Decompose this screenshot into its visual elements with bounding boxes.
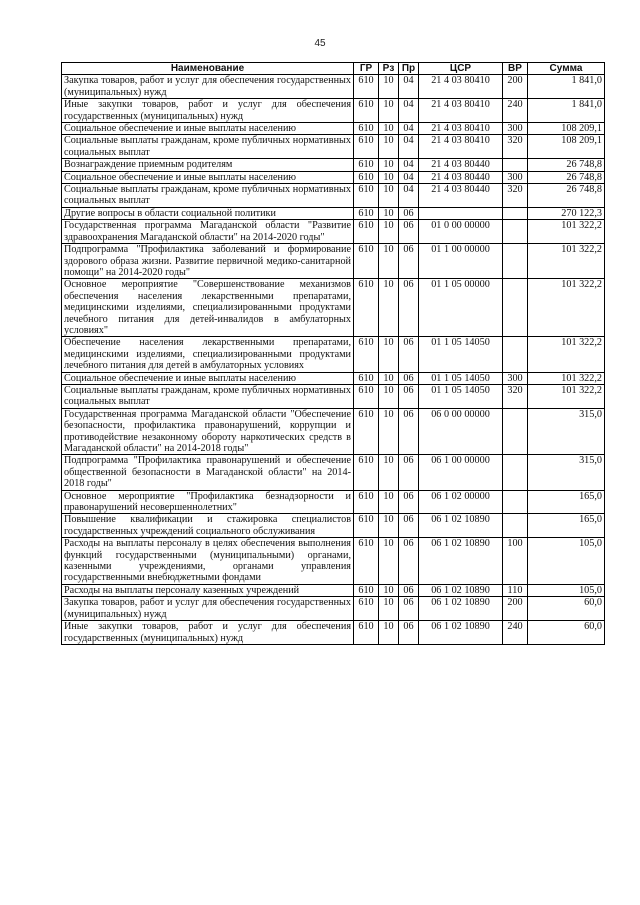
pr-cell: 06 xyxy=(399,279,419,337)
csr-cell: 01 0 00 00000 xyxy=(419,220,503,244)
sum-cell: 101 322,2 xyxy=(528,220,605,244)
name-cell: Закупка товаров, работ и услуг для обеспечения государственных (муниципальных) нужд xyxy=(62,597,354,621)
name-cell: Социальные выплаты гражданам, кроме публичных нормативных социальных выплат xyxy=(62,135,354,159)
name-cell: Социальное обеспечение и иные выплаты населению xyxy=(62,171,354,183)
sum-cell: 105,0 xyxy=(528,584,605,596)
pr-cell: 06 xyxy=(399,372,419,384)
gr-cell: 610 xyxy=(354,244,379,279)
sum-cell: 105,0 xyxy=(528,538,605,585)
vr-cell: 110 xyxy=(503,584,528,596)
vr-cell xyxy=(503,490,528,514)
name-cell: Социальные выплаты гражданам, кроме публичных нормативных социальных выплат xyxy=(62,184,354,208)
table-header-row xyxy=(62,63,605,75)
name-cell: Социальное обеспечение и иные выплаты населению xyxy=(62,372,354,384)
gr-cell: 610 xyxy=(354,135,379,159)
gr-cell: 610 xyxy=(354,99,379,123)
gr-cell: 610 xyxy=(354,123,379,135)
vr-cell xyxy=(503,337,528,372)
sum-cell: 1 841,0 xyxy=(528,75,605,99)
sum-cell: 60,0 xyxy=(528,597,605,621)
sum-cell: 1 841,0 xyxy=(528,99,605,123)
rz-cell: 10 xyxy=(379,220,399,244)
table-row xyxy=(62,220,605,244)
pr-cell: 06 xyxy=(399,584,419,596)
rz-cell: 10 xyxy=(379,207,399,219)
name-cell: Основное мероприятие "Совершенствование механизмов обеспечения населения лекарственными препаратами, медицинскими изделиями, специализированными продуктами лечебного питания для детей-инвалидов в амбулаторных условиях" xyxy=(62,279,354,337)
header-vr: ВР xyxy=(503,63,528,75)
gr-cell: 610 xyxy=(354,621,379,645)
rz-cell: 10 xyxy=(379,584,399,596)
sum-cell: 108 209,1 xyxy=(528,135,605,159)
csr-cell: 06 1 02 10890 xyxy=(419,584,503,596)
csr-cell: 06 1 02 00000 xyxy=(419,490,503,514)
vr-cell: 300 xyxy=(503,171,528,183)
table-row xyxy=(62,244,605,279)
table-row xyxy=(62,171,605,183)
gr-cell: 610 xyxy=(354,207,379,219)
csr-cell: 01 1 05 00000 xyxy=(419,279,503,337)
table-row xyxy=(62,279,605,337)
rz-cell: 10 xyxy=(379,171,399,183)
rz-cell: 10 xyxy=(379,384,399,408)
sum-cell: 101 322,2 xyxy=(528,372,605,384)
vr-cell: 200 xyxy=(503,597,528,621)
gr-cell: 610 xyxy=(354,584,379,596)
header-name: Наименование xyxy=(62,63,354,75)
pr-cell: 06 xyxy=(399,455,419,490)
sum-cell: 165,0 xyxy=(528,490,605,514)
pr-cell: 06 xyxy=(399,538,419,585)
name-cell: Основное мероприятие "Профилактика безнадзорности и правонарушений несовершеннолетних" xyxy=(62,490,354,514)
vr-cell xyxy=(503,207,528,219)
pr-cell: 06 xyxy=(399,207,419,219)
gr-cell: 610 xyxy=(354,220,379,244)
sum-cell: 315,0 xyxy=(528,408,605,455)
vr-cell: 320 xyxy=(503,184,528,208)
csr-cell: 21 4 03 80410 xyxy=(419,99,503,123)
rz-cell: 10 xyxy=(379,514,399,538)
rz-cell: 10 xyxy=(379,372,399,384)
rz-cell: 10 xyxy=(379,159,399,171)
csr-cell: 21 4 03 80410 xyxy=(419,75,503,99)
pr-cell: 06 xyxy=(399,337,419,372)
name-cell: Государственная программа Магаданской области "Обеспечение безопасности, профилактика правонарушений, коррупции и противодействие незаконному обороту наркотических средств в Магаданской области" на 2014-2018 годы" xyxy=(62,408,354,455)
budget-table xyxy=(61,62,605,645)
sum-cell: 101 322,2 xyxy=(528,384,605,408)
name-cell: Повышение квалификации и стажировка специалистов государственных учреждений социального обслуживания xyxy=(62,514,354,538)
pr-cell: 06 xyxy=(399,621,419,645)
csr-cell: 21 4 03 80440 xyxy=(419,171,503,183)
table-row xyxy=(62,408,605,455)
csr-cell: 01 1 05 14050 xyxy=(419,384,503,408)
rz-cell: 10 xyxy=(379,597,399,621)
vr-cell: 300 xyxy=(503,372,528,384)
name-cell: Социальные выплаты гражданам, кроме публичных нормативных социальных выплат xyxy=(62,384,354,408)
csr-cell: 21 4 03 80410 xyxy=(419,135,503,159)
pr-cell: 06 xyxy=(399,408,419,455)
sum-cell: 108 209,1 xyxy=(528,123,605,135)
vr-cell xyxy=(503,244,528,279)
table-row xyxy=(62,538,605,585)
table-row xyxy=(62,514,605,538)
name-cell: Расходы на выплаты персоналу в целях обеспечения выполнения функций государственными (муниципальными) органами, казенными учреждениями, органами управления государственными внебюджетными фондами xyxy=(62,538,354,585)
csr-cell xyxy=(419,207,503,219)
name-cell: Расходы на выплаты персоналу казенных учреждений xyxy=(62,584,354,596)
rz-cell: 10 xyxy=(379,244,399,279)
csr-cell: 06 0 00 00000 xyxy=(419,408,503,455)
header-csr: ЦСР xyxy=(419,63,503,75)
gr-cell: 610 xyxy=(354,514,379,538)
vr-cell: 100 xyxy=(503,538,528,585)
rz-cell: 10 xyxy=(379,75,399,99)
sum-cell: 60,0 xyxy=(528,621,605,645)
page-number: 45 xyxy=(314,38,326,49)
pr-cell: 04 xyxy=(399,135,419,159)
name-cell: Подпрограмма "Профилактика правонарушений и обеспечение общественной безопасности в Магаданской области" на 2014-2018 годы" xyxy=(62,455,354,490)
gr-cell: 610 xyxy=(354,408,379,455)
header-sum: Сумма xyxy=(528,63,605,75)
pr-cell: 06 xyxy=(399,597,419,621)
table-row xyxy=(62,75,605,99)
sum-cell: 101 322,2 xyxy=(528,279,605,337)
rz-cell: 10 xyxy=(379,455,399,490)
vr-cell: 320 xyxy=(503,135,528,159)
csr-cell: 06 1 00 00000 xyxy=(419,455,503,490)
table-row xyxy=(62,372,605,384)
header-gr: ГР xyxy=(354,63,379,75)
vr-cell xyxy=(503,455,528,490)
sum-cell: 165,0 xyxy=(528,514,605,538)
pr-cell: 06 xyxy=(399,384,419,408)
name-cell: Иные закупки товаров, работ и услуг для обеспечения государственных (муниципальных) нужд xyxy=(62,99,354,123)
vr-cell xyxy=(503,220,528,244)
table-row xyxy=(62,621,605,645)
csr-cell: 06 1 02 10890 xyxy=(419,538,503,585)
table-row xyxy=(62,123,605,135)
pr-cell: 06 xyxy=(399,220,419,244)
rz-cell: 10 xyxy=(379,279,399,337)
gr-cell: 610 xyxy=(354,597,379,621)
pr-cell: 04 xyxy=(399,171,419,183)
table-row xyxy=(62,384,605,408)
pr-cell: 04 xyxy=(399,123,419,135)
csr-cell: 21 4 03 80410 xyxy=(419,123,503,135)
pr-cell: 04 xyxy=(399,184,419,208)
name-cell: Закупка товаров, работ и услуг для обеспечения государственных (муниципальных) нужд xyxy=(62,75,354,99)
gr-cell: 610 xyxy=(354,384,379,408)
rz-cell: 10 xyxy=(379,538,399,585)
rz-cell: 10 xyxy=(379,621,399,645)
pr-cell: 04 xyxy=(399,75,419,99)
name-cell: Иные закупки товаров, работ и услуг для обеспечения государственных (муниципальных) нужд xyxy=(62,621,354,645)
table-row xyxy=(62,207,605,219)
gr-cell: 610 xyxy=(354,372,379,384)
gr-cell: 610 xyxy=(354,75,379,99)
pr-cell: 04 xyxy=(399,99,419,123)
name-cell: Вознаграждение приемным родителям xyxy=(62,159,354,171)
vr-cell xyxy=(503,408,528,455)
csr-cell: 21 4 03 80440 xyxy=(419,159,503,171)
vr-cell: 200 xyxy=(503,75,528,99)
table-row xyxy=(62,337,605,372)
csr-cell: 01 1 00 00000 xyxy=(419,244,503,279)
gr-cell: 610 xyxy=(354,455,379,490)
vr-cell xyxy=(503,514,528,538)
table-row xyxy=(62,597,605,621)
sum-cell: 26 748,8 xyxy=(528,184,605,208)
pr-cell: 06 xyxy=(399,490,419,514)
rz-cell: 10 xyxy=(379,490,399,514)
rz-cell: 10 xyxy=(379,99,399,123)
rz-cell: 10 xyxy=(379,123,399,135)
table-row xyxy=(62,99,605,123)
gr-cell: 610 xyxy=(354,337,379,372)
table-row xyxy=(62,455,605,490)
csr-cell: 06 1 02 10890 xyxy=(419,621,503,645)
sum-cell: 26 748,8 xyxy=(528,159,605,171)
vr-cell xyxy=(503,279,528,337)
sum-cell: 270 122,3 xyxy=(528,207,605,219)
vr-cell xyxy=(503,159,528,171)
vr-cell: 300 xyxy=(503,123,528,135)
csr-cell: 21 4 03 80440 xyxy=(419,184,503,208)
vr-cell: 240 xyxy=(503,99,528,123)
gr-cell: 610 xyxy=(354,279,379,337)
pr-cell: 04 xyxy=(399,159,419,171)
name-cell: Государственная программа Магаданской области "Развитие здравоохранения Магаданской области" на 2014-2020 годы" xyxy=(62,220,354,244)
csr-cell: 01 1 05 14050 xyxy=(419,372,503,384)
gr-cell: 610 xyxy=(354,171,379,183)
table-row xyxy=(62,184,605,208)
name-cell: Обеспечение населения лекарственными препаратами, медицинскими изделиями, специализированными продуктами лечебного питания для детей в амбулаторных условиях xyxy=(62,337,354,372)
pr-cell: 06 xyxy=(399,244,419,279)
csr-cell: 06 1 02 10890 xyxy=(419,514,503,538)
csr-cell: 01 1 05 14050 xyxy=(419,337,503,372)
csr-cell: 06 1 02 10890 xyxy=(419,597,503,621)
sum-cell: 26 748,8 xyxy=(528,171,605,183)
gr-cell: 610 xyxy=(354,159,379,171)
rz-cell: 10 xyxy=(379,184,399,208)
rz-cell: 10 xyxy=(379,408,399,455)
name-cell: Другие вопросы в области социальной политики xyxy=(62,207,354,219)
table-row xyxy=(62,584,605,596)
rz-cell: 10 xyxy=(379,337,399,372)
gr-cell: 610 xyxy=(354,538,379,585)
sum-cell: 101 322,2 xyxy=(528,337,605,372)
name-cell: Подпрограмма "Профилактика заболеваний и формирование здорового образа жизни. Развитие первичной медико-санитарной помощи" на 2014-2020 годы" xyxy=(62,244,354,279)
vr-cell: 240 xyxy=(503,621,528,645)
table-row xyxy=(62,490,605,514)
gr-cell: 610 xyxy=(354,490,379,514)
header-pr: Пр xyxy=(399,63,419,75)
pr-cell: 06 xyxy=(399,514,419,538)
rz-cell: 10 xyxy=(379,135,399,159)
header-rz: Рз xyxy=(379,63,399,75)
table-row xyxy=(62,135,605,159)
sum-cell: 315,0 xyxy=(528,455,605,490)
gr-cell: 610 xyxy=(354,184,379,208)
table-row xyxy=(62,159,605,171)
vr-cell: 320 xyxy=(503,384,528,408)
sum-cell: 101 322,2 xyxy=(528,244,605,279)
name-cell: Социальное обеспечение и иные выплаты населению xyxy=(62,123,354,135)
